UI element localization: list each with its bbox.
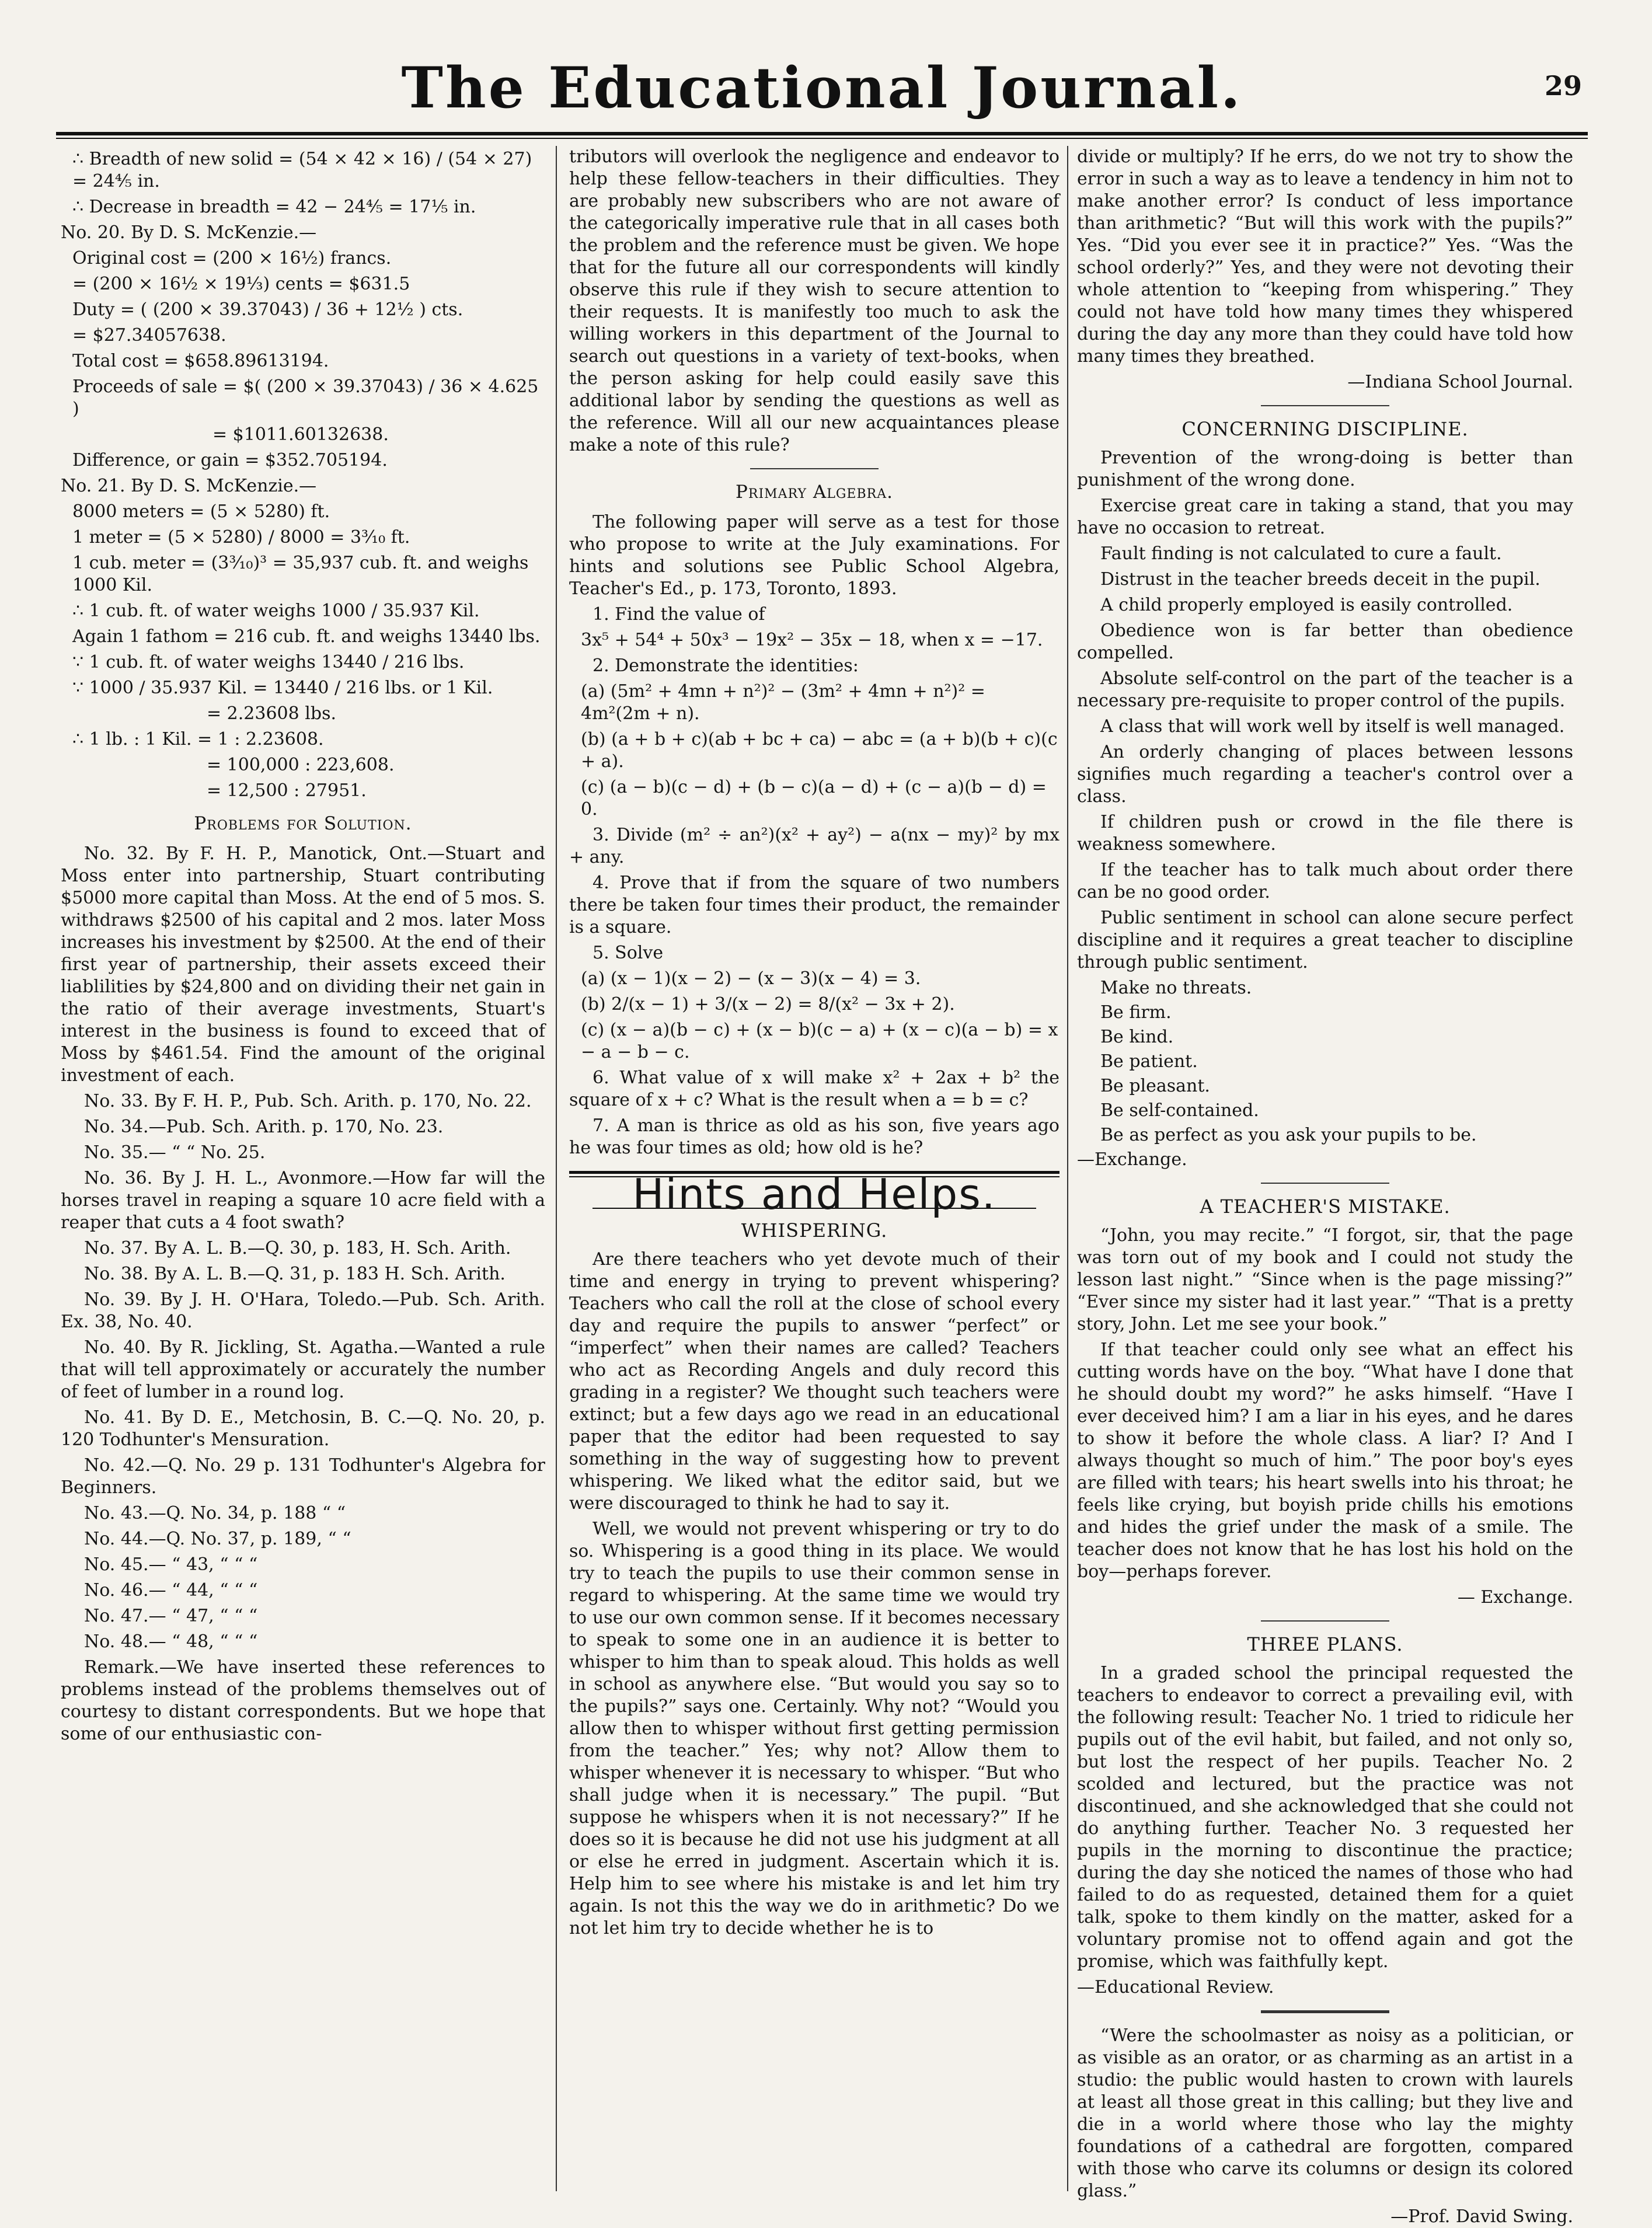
- paragraph: divide or multiply? If he errs, do we not try to show the error in such a way as to leave a tendency in him not to make another error? Is conduct of less importance than arithmetic? “But will this work with the pupils?” Yes. “Did you ever see it in practice?” Yes. “Was the school orderly?” Yes, and they were not devoting their whole attention to “keeping from whispering.” They could not have told how many times they whispered during the day any more than they could have told how many times they breathed.: [1077, 147, 1573, 367]
- article-heading: WHISPERING.: [741, 1219, 888, 1242]
- math-line: ∴ Decrease in breadth = 42 − 24⅘ = 17⅕ in.: [72, 197, 476, 217]
- math-line: (c) (a − b)(c − d) + (b − c)(a − d) + (c − a)(b − d) = 0.: [581, 777, 1047, 820]
- maxim: If children push or crowd in the file there is weakness somewhere.: [1077, 812, 1573, 855]
- problem-item: No. 35.— “ “ No. 25.: [84, 1142, 266, 1163]
- math-line: ∴ 1 cub. ft. of water weighs 1000 / 35.937 Kil.: [72, 601, 480, 621]
- math-line: ∵ 1000 / 35.937 Kil. = 13440 / 216 lbs. or 1 Kil.: [72, 678, 493, 698]
- math-line: Total cost = $658.89613194.: [72, 351, 329, 371]
- problem-item: No. 34.—Pub. Sch. Arith. p. 170, No. 23.: [84, 1117, 444, 1137]
- math-line: 8000 meters = (5 × 5280) ft.: [72, 501, 330, 522]
- maxim: Absolute self-control on the part of the teacher is a necessary pre-requisite to proper control of the pupils.: [1077, 668, 1573, 711]
- problem-item: No. 43.—Q. No. 34, p. 188 “ “: [84, 1503, 346, 1523]
- paragraph: The following paper will serve as a test for those who propose to write at the July examinations. For hints and solutions see Public School Algebra, Teacher's Ed., p. 173, Toronto, 1893.: [569, 512, 1059, 599]
- paragraph: Well, we would not prevent whispering or try to do so. Whispering is a good thing in its place. We would try to teach the pupils to use their common sense in regard to whispering. At the same time we would try to use our own common sense. If it becomes necessary to speak to some one in an audience it is better to whisper to him than to speak aloud. This holds as well in school as anywhere else. “But would you say so to the pupils?” says one. Certainly. Why not? “Would you allow then to whisper without first getting permission from the teacher.” Yes; why not? Allow them to whisper whenever it is necessary to whisper. “But who shall judge when it is necessary.” The pupil. “But suppose he whispers when it is not necessary?” If he does so it is because he did not use his judgment at all or else he erred in judgment. Ascertain which it is. Help him to see where his mistake is and let him try again. Is not this the way we do in arithmetic? Do we not let him try to decide whether he is to: [569, 1519, 1059, 1938]
- masthead: [56, 47, 1588, 134]
- problem-item: No. 46.— “ 44, “ “ “: [84, 1580, 258, 1601]
- paragraph: If that teacher could only see what an effect his cutting words have on the boy. “What have I done that he should doubt my word?” he asks himself. “Have I ever deceived him? I am a liar in his eyes, and he dares to show it before the whole class. A liar? I? And I always thought so much of him.” The poor boy's eyes are filled with tears; his heart swells into his throat; he feels like crying, but boyish pride chills his emotions and hides the grief under the mask of a smile. The teacher does not know that he has lost his hold on the boy—perhaps forever.: [1077, 1340, 1573, 1582]
- column-divider: [556, 146, 557, 2191]
- remark-paragraph: Remark.—We have inserted these references to problems instead of the problems themselves out of courtesy to distant correspondents. But we hope that some of our enthusiastic con-: [61, 1657, 545, 1744]
- problem-item: No. 45.— “ 43, “ “ “: [84, 1554, 258, 1575]
- math-line: = 100,000 : 223,608.: [207, 755, 395, 775]
- source-credit: —Prof. David Swing.: [1390, 2206, 1573, 2227]
- math-line: Difference, or gain = $352.705194.: [72, 450, 388, 470]
- math-line: Duty = ( (200 × 39.37043) / 36 + 12½ ) cts.: [72, 299, 463, 320]
- math-line: = (200 × 16½ × 19⅓) cents = $631.5: [72, 274, 410, 294]
- math-line: (a) (5m² + 4mn + n²)² − (3m² + 4mn + n²)² = 4m²(2m + n).: [581, 681, 985, 724]
- math-line: Again 1 fathom = 216 cub. ft. and weighs 13440 lbs.: [72, 626, 541, 647]
- divider-rule: [1261, 1620, 1389, 1622]
- math-line: ∴ 1 lb. : 1 Kil. = 1 : 2.23608.: [72, 729, 324, 749]
- section-heading: Primary Algebra.: [736, 482, 893, 503]
- divider-rule: [1261, 1183, 1389, 1184]
- maxim: Public sentiment in school can alone secure perfect discipline and it requires a great teacher to discipline through public sentiment.: [1077, 908, 1573, 972]
- masthead-rule: [56, 132, 1588, 139]
- problem-item: No. 36. By J. H. L., Avonmore.—How far will the horses travel in reaping a square 10 acre field with a reaper that cuts a 4 foot swath?: [61, 1168, 545, 1233]
- column-right: [1077, 146, 1573, 2227]
- math-line: = $27.34057638.: [72, 325, 226, 346]
- math-line: (b) (a + b + c)(ab + bc + ca) − abc = (a + b)(b + c)(c + a).: [581, 729, 1058, 772]
- article-heading: CONCERNING DISCIPLINE.: [1182, 418, 1469, 440]
- source-credit: —Educational Review.: [1077, 1977, 1274, 1997]
- article-heading: THREE PLANS.: [1247, 1633, 1403, 1655]
- math-line: 1 cub. meter = (3³⁄₁₀)³ = 35,937 cub. ft. and weighs 1000 Kil.: [72, 553, 529, 595]
- divider-rule: [1261, 2010, 1389, 2013]
- solution-header: No. 21. By D. S. McKenzie.—: [61, 476, 317, 496]
- question: 7. A man is thrice as old as his son, five years ago he was four times as old; how old is he?: [569, 1115, 1059, 1158]
- question: 2. Demonstrate the identities:: [593, 656, 859, 676]
- paragraph: Are there teachers who yet devote much of their time and energy in trying to prevent whispering? Teachers who call the roll at the close of school every day and require the pupils to answer “perfect” or “imperfect” when their names are called? Teachers who act as Recording Angels and duly record this grading in a register? We thought such teachers were extinct; but a few days ago we read in an educational paper that the editor had been requested to say something in the way of suggesting how to prevent whispering. We liked what the editor said, but we were discouraged to think he had to say it.: [569, 1249, 1059, 1514]
- maxim: Be pleasant.: [1100, 1076, 1210, 1096]
- math-line: Proceeds of sale = $( (200 × 39.37043) / 36 × 4.625 ): [72, 376, 539, 419]
- maxim: Distrust in the teacher breeds deceit in the pupil.: [1100, 569, 1541, 590]
- source-credit: —Indiana School Journal.: [1347, 372, 1573, 392]
- maxim: Exercise great care in taking a stand, that you may have no occasion to retreat.: [1077, 496, 1573, 538]
- maxim: Prevention of the wrong-doing is better than punishment of the wrong done.: [1077, 448, 1573, 490]
- problem-item: No. 44.—Q. No. 37, p. 189, “ “: [84, 1529, 351, 1549]
- problem-item: No. 38. By A. L. B.—Q. 31, p. 183 H. Sch. Arith.: [84, 1264, 506, 1284]
- page-number: 29: [1544, 70, 1582, 102]
- column-divider: [1067, 146, 1068, 2191]
- maxim: A class that will work well by itself is well managed.: [1100, 716, 1565, 737]
- solution-header: No. 20. By D. S. McKenzie.—: [61, 222, 317, 243]
- problem-item: No. 42.—Q. No. 29 p. 131 Todhunter's Algebra for Beginners.: [61, 1455, 545, 1498]
- question: 3. Divide (m² ÷ an²)(x² + ay²) − a(nx − my)² by mx + any.: [569, 825, 1059, 867]
- maxim: Be firm.: [1100, 1002, 1172, 1023]
- math-line: ∴ Breadth of new solid = (54 × 42 × 16) / (54 × 27) = 24⅘ in.: [72, 149, 532, 191]
- source-credit: —Exchange.: [1077, 1149, 1187, 1170]
- question: 5. Solve: [593, 943, 664, 963]
- journal-title: The Educational Journal.: [401, 55, 1243, 121]
- math-line: (c) (x − a)(b − c) + (x − b)(c − a) + (x − c)(a − b) = x − a − b − c.: [581, 1020, 1058, 1062]
- paragraph: “John, you may recite.” “I forgot, sir, that the page was torn out of my book and I could not study the lesson last night.” “Since when is the page missing?” “Ever since my sister had it last year.” “That is a pretty story, John. Let me see your book.”: [1077, 1225, 1573, 1334]
- question: 6. What value of x will make x² + 2ax + b² the square of x + c? What is the result when a = b = c?: [569, 1068, 1059, 1110]
- maxim: Obedience won is far better than obedience compelled.: [1077, 620, 1573, 663]
- maxim: An orderly changing of places between lessons signifies much regarding a teacher's control over a class.: [1077, 742, 1573, 807]
- math-line: = 2.23608 lbs.: [207, 703, 336, 724]
- maxim: Make no threats.: [1100, 978, 1252, 998]
- article-heading: A TEACHER'S MISTAKE.: [1200, 1195, 1451, 1218]
- maxim: Be self-contained.: [1100, 1100, 1259, 1121]
- math-line: Original cost = (200 × 16½) francs.: [72, 248, 392, 269]
- math-line: = 12,500 : 27951.: [207, 780, 367, 801]
- problem-item: No. 41. By D. E., Metchosin, B. C.—Q. No. 20, p. 120 Todhunter's Mensuration.: [61, 1407, 545, 1450]
- maxim: A child properly employed is easily controlled.: [1100, 595, 1513, 615]
- math-line: 1 meter = (5 × 5280) / 8000 = 3³⁄₁₀ ft.: [72, 527, 410, 548]
- question: 4. Prove that if from the square of two numbers there be taken four times their product, the remainder is a square.: [569, 873, 1059, 937]
- math-line: (b) 2/(x − 1) + 3/(x − 2) = 8/(x² − 3x + 2).: [581, 994, 955, 1014]
- problem-item: No. 40. By R. Jickling, St. Agatha.—Wanted a rule that will tell approximately or accurately the number of feet of lumber in a round log.: [61, 1337, 545, 1402]
- problem-item: No. 37. By A. L. B.—Q. 30, p. 183, H. Sch. Arith.: [84, 1238, 511, 1258]
- question: 1. Find the value of: [593, 604, 765, 625]
- math-line: 3x⁵ + 54⁴ + 50x³ − 19x² − 35x − 18, when x = −17.: [581, 630, 1043, 650]
- problem-item: No. 32. By F. H. P., Manotick, Ont.—Stuart and Moss enter into partnership, Stuart contributing $5000 more capital than Moss. At the end of 5 mos. S. withdraws $2500 of his capital and 2 mos. later Moss increases his investment by $2500. At the end of their first year of partnership, their assets exceed their liablilities by $24,800 and on dividing their net gain in the ratio of their average investments, Stuart's interest in the business is found to exceed that of Moss by $461.54. Find the amount of the original investment of each.: [61, 843, 545, 1086]
- problem-item: No. 39. By J. H. O'Hara, Toledo.—Pub. Sch. Arith. Ex. 38, No. 40.: [61, 1289, 545, 1332]
- divider-rule: [750, 468, 879, 469]
- source-credit: — Exchange.: [1457, 1587, 1573, 1608]
- math-line: ∵ 1 cub. ft. of water weighs 13440 / 216 lbs.: [72, 652, 465, 672]
- section-heading: Problems for Solution.: [194, 813, 412, 834]
- paragraph: In a graded school the principal requested the teachers to endeavor to correct a prevailing evil, with the following result: Teacher No. 1 tried to ridicule her pupils out of the evil habit, but failed, and not only so, but lost the respect of her pupils. Teacher No. 2 scolded and lectured, but the practice was not discontinued, and she acknowledged that she could not do anything further. Teacher No. 3 requested her pupils in the morning to discontinue the practice; during the day she noticed the names of those who had failed to do as requested, detained them for a quiet talk, spoke to them kindly on the matter, asked for a voluntary promise not to offend again and got the promise, which was faithfully kept.: [1077, 1663, 1573, 1972]
- divider-rule: [1261, 405, 1389, 406]
- maxim: Fault finding is not calculated to cure a fault.: [1100, 543, 1502, 564]
- problem-item: No. 48.— “ 48, “ “ “: [84, 1631, 258, 1652]
- problem-item: No. 47.— “ 47, “ “ “: [84, 1606, 258, 1626]
- column-middle: [569, 146, 1059, 2203]
- problem-item: No. 33. By F. H. P., Pub. Sch. Arith. p. 170, No. 22.: [84, 1091, 532, 1111]
- maxim: Be patient.: [1100, 1051, 1198, 1072]
- maxim: Be as perfect as you ask your pupils to be.: [1100, 1125, 1477, 1145]
- section-title-hints: Hints and Helps.: [632, 1170, 996, 1219]
- maxim: If the teacher has to talk much about order there can be no good order.: [1077, 860, 1573, 902]
- math-line: (a) (x − 1)(x − 2) − (x − 3)(x − 4) = 3.: [581, 968, 921, 989]
- maxim: Be kind.: [1100, 1027, 1174, 1047]
- quote-paragraph: “Were the schoolmaster as noisy as a politician, or as visible as an orator, or as charming as an artist in a studio: the public would hasten to crown with laurels at least all those great in this calling; but they live and die in a world where those who lay the mighty foundations of a cathedral are forgotten, compared with those who carve its columns or design its colored glass.”: [1077, 2025, 1573, 2201]
- paragraph: tributors will overlook the negligence and endeavor to help these fellow-teachers in their difficulties. They are probably new subscribers who are not aware of the categorically imperative rule that in all cases both the problem and the reference must be given. We hope that for the future all our correspondents will kindly observe this rule if they wish to secure attention to their requests. It is manifestly too much to ask the willing workers in this department of the Journal to search out questions in a variety of text-books, when the person asking for help could easily save this additional labor by sending the questions as well as the reference. Will all our new acquaintances please make a note of this rule?: [569, 147, 1059, 455]
- math-line: = $1011.60132638.: [212, 424, 389, 445]
- column-left: [61, 146, 545, 2203]
